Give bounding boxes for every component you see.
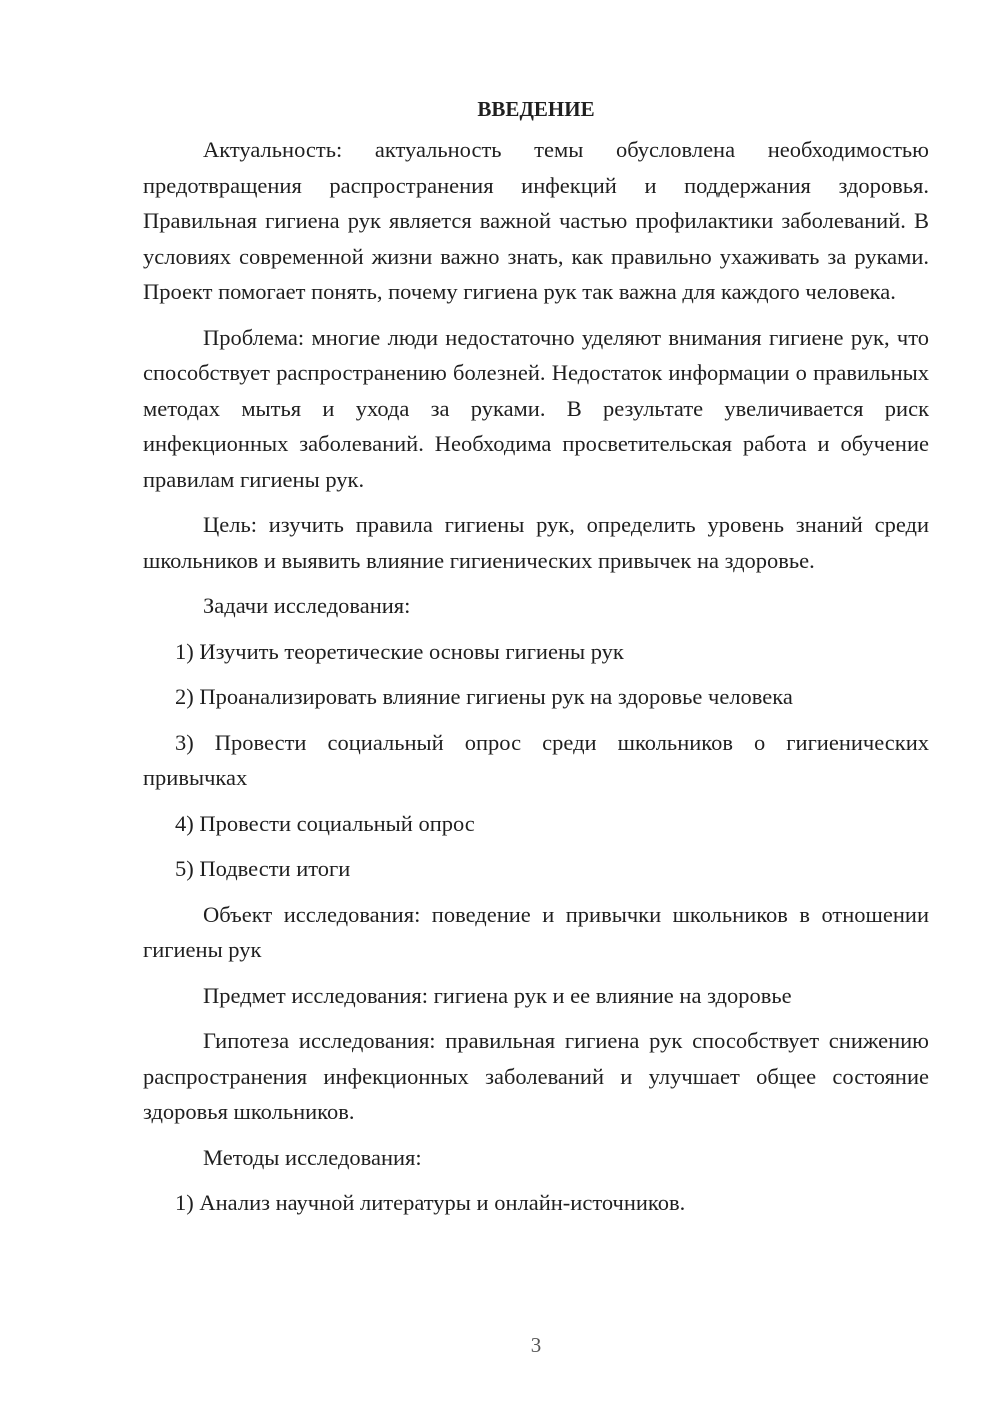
task-item: 4) Провести социальный опрос <box>175 810 475 836</box>
object-paragraph: Объект исследования: поведение и привычки школьников в отношении гигиены рук <box>143 901 929 962</box>
task-item: 1) Изучить теоретические основы гигиены рук <box>175 638 624 664</box>
goal-paragraph: Цель: изучить правила гигиены рук, определить уровень знаний среди школьников и выявить влияние гигиенических привычек на здоровье. <box>143 512 929 573</box>
relevance-paragraph: Актуальность: актуальность темы обусловлена необходимостью предотвращения распространения инфекций и поддержания здоровья. Правильная гигиена рук является важной частью профилактики заболеваний. В условиях современной жизни важно знать, как правильно ухаживать за руками. Проект помогает понять, почему гигиена рук так важна для каждого человека. <box>143 137 929 304</box>
method-item: 1) Анализ научной литературы и онлайн-источников. <box>175 1190 686 1215</box>
task-item: 5) Подвести итоги <box>175 856 351 881</box>
hypothesis-paragraph: Гипотеза исследования: правильная гигиена рук способствует снижению распространения инфекционных заболеваний и улучшает общее состояние здоровья школьников. <box>143 1028 929 1124</box>
tasks-heading: Задачи исследования: <box>203 593 411 618</box>
page-title: ВВЕДЕНИЕ <box>477 97 595 121</box>
subject-paragraph: Предмет исследования: гигиена рук и ее влияние на здоровье <box>203 982 792 1008</box>
document-page <box>143 93 929 1231</box>
task-item: 2) Проанализировать влияние гигиены рук на здоровье человека <box>175 684 793 709</box>
methods-heading: Методы исследования: <box>203 1144 422 1170</box>
task-item: 3) Провести социальный опрос среди школьников о гигиенических привычках <box>143 729 929 790</box>
problem-paragraph: Проблема: многие люди недостаточно уделяют внимания гигиене рук, что способствует распространению болезней. Недостаток информации о правильных методах мытья и ухода за руками. В результате увеличивается риск инфекционных заболеваний. Необходима просветительская работа и обучение правилам гигиены рук. <box>143 324 929 492</box>
page-number: 3 <box>530 1333 542 1357</box>
